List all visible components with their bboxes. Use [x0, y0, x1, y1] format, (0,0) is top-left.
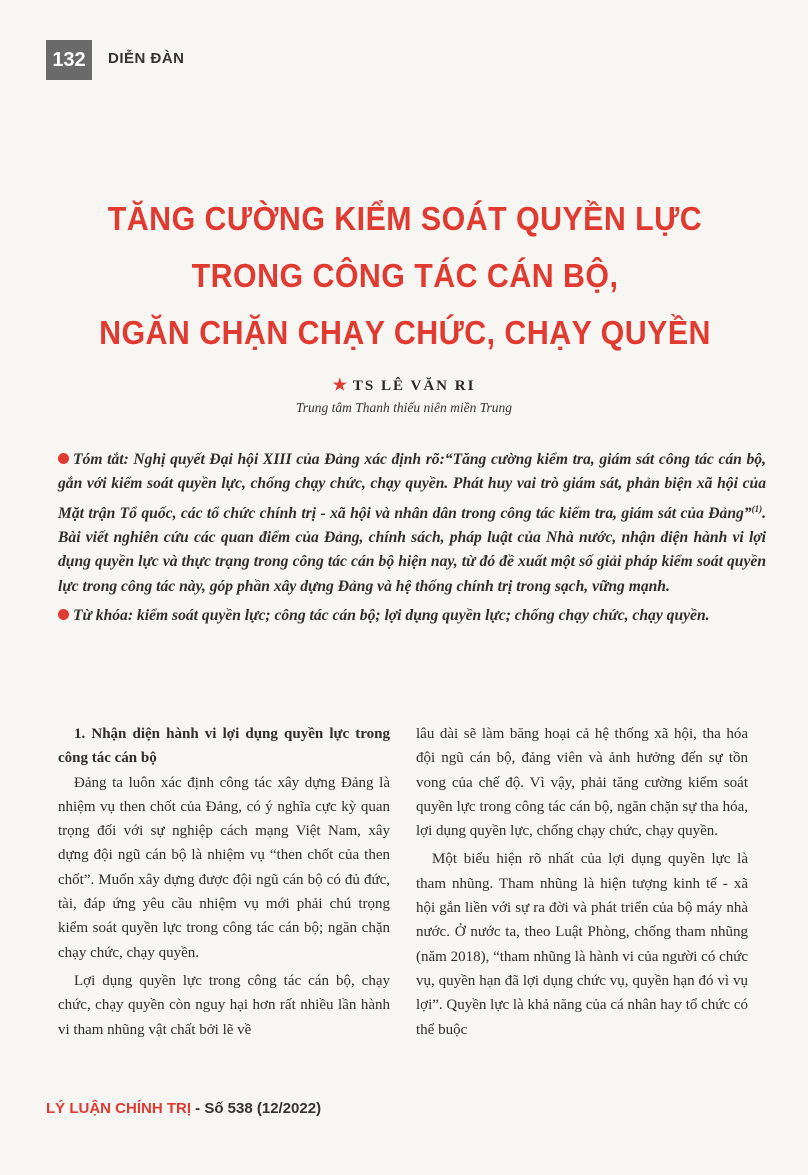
section-label: DIỄN ĐÀN [108, 50, 185, 67]
page-number: 132 [46, 40, 92, 80]
keywords-text: Từ khóa: kiểm soát quyền lực; công tác cán bộ; lợi dụng quyền lực; chống chạy chức, chạy quyền. [73, 606, 710, 624]
article-title [88, 190, 723, 361]
title-line: TĂNG CƯỜNG KIỂM SOÁT QUYỀN LỰC [107, 200, 703, 237]
abstract-summary [58, 448, 766, 599]
issue-number: - Số 538 (12/2022) [191, 1100, 322, 1117]
body-paragraph: Lợi dụng quyền lực trong công tác cán bộ, chạy chức, chạy quyền còn nguy hại hơn rất nhiều lần hành vi tham nhũng vật chất bởi lẽ về [58, 972, 390, 1038]
body-column-right [416, 722, 748, 1046]
author-line [0, 375, 808, 395]
body-paragraph: Đảng ta luôn xác định công tác xây dựng Đảng là nhiệm vụ then chốt của Đảng, có ý nghĩa cực kỳ quan trọng đối với sự nghiệp cách mạng Việt Nam, xây dựng đội ngũ cán bộ là nhiệm vụ “then chốt của then chốt”. Muốn xây dựng được đội ngũ cán bộ có đủ đức, tài, đáp ứng yêu cầu nhiệm vụ mới phải chú trọng kiểm soát quyền lực trong công tác cán bộ; ngăn chặn chạy chức, chạy quyền. [58, 774, 390, 961]
author-name: TS LÊ VĂN RI [352, 378, 476, 394]
star-icon: ★ [332, 377, 349, 394]
abstract-block [58, 448, 766, 628]
bullet-dot-icon [58, 453, 69, 464]
body-paragraph: lâu dài sẽ làm băng hoại cả hệ thống xã hội, tha hóa đội ngũ cán bộ, đảng viên và ảnh hưởng đến sự tồn vong của chế độ. Vì vậy, phải tăng cường kiểm soát quyền lực trong công tác cán bộ, ngăn chặn sự tha hóa, lợi dụng quyền lực, chống chạy chức, chạy quyền. [416, 726, 748, 840]
author-affiliation: Trung tâm Thanh thiếu niên miền Trung [295, 400, 513, 415]
bullet-dot-icon [58, 609, 69, 620]
body-column-left [58, 722, 390, 1046]
title-line: TRONG CÔNG TÁC CÁN BỘ, [191, 257, 619, 294]
page-header [46, 40, 766, 80]
body-paragraph: Một biểu hiện rõ nhất của lợi dụng quyền lực là tham nhũng. Tham nhũng là hiện tượng kinh tế - xã hội gắn liền với sự ra đời và phát triển của bộ máy nhà nước. Ở nước ta, theo Luật Phòng, chống tham nhũng (năm 2018), “tham nhũng là hành vi của người có chức vụ, quyền hạn đã lợi dụng chức vụ, quyền hạn đó vì vụ lợi”. Quyền lực là khả năng của cá nhân hay tổ chức có thể buộc [416, 851, 749, 1038]
footnote-mark: (1) [751, 503, 763, 514]
section-heading: 1. Nhận diện hành vi lợi dụng quyền lực trong công tác cán bộ [58, 726, 390, 767]
abstract-keywords [58, 604, 766, 628]
summary-rest: . Bài viết nghiên cứu các quan điểm của Đảng, chính sách, pháp luật của Nhà nước, nhận diện hành vi lợi dụng quyền lực và thực trạng trong công tác cán bộ hiện nay, từ đó đề xuất một số giải pháp kiểm soát quyền lực trong công tác này, góp phần xây dựng Đảng và hệ thống chính trị trong sạch, vững mạnh. [58, 504, 766, 595]
journal-name: LÝ LUẬN CHÍNH TRỊ [46, 1100, 191, 1117]
summary-main: Tóm tắt: Nghị quyết Đại hội XIII của Đảng xác định rõ:“Tăng cường kiểm tra, giám sát công tác cán bộ, gắn với kiểm soát quyền lực, chống chạy chức, chạy quyền. Phát huy vai trò giám sát, phản biện xã hội của Mặt trận Tổ quốc, các tổ chức chính trị - xã hội và nhân dân trong công tác kiểm tra, giám sát của Đảng” [58, 451, 766, 522]
title-line: NGĂN CHẶN CHẠY CHỨC, CHẠY QUYỀN [99, 314, 711, 351]
page-footer [46, 1100, 321, 1117]
